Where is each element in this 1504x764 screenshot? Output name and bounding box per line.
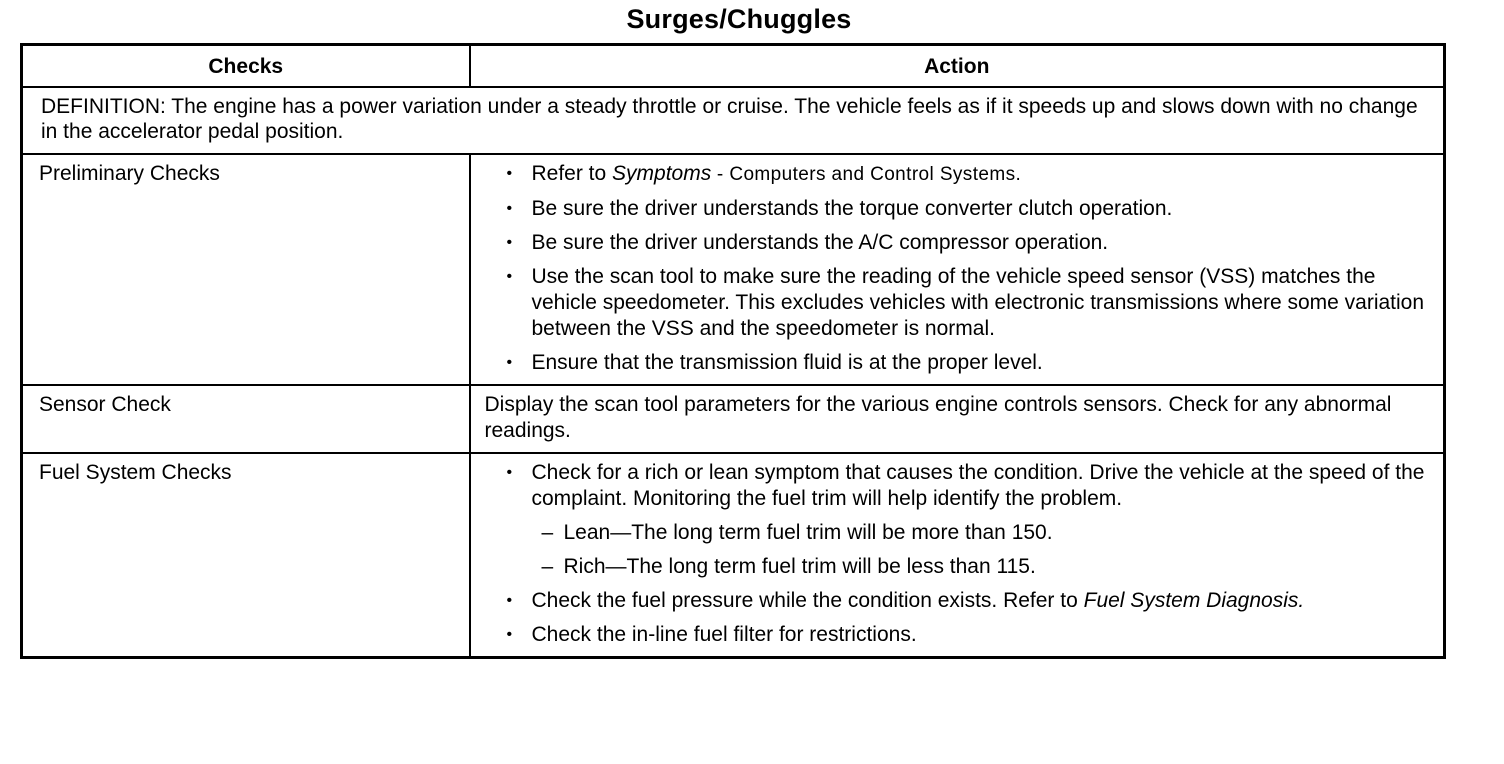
bullet-icon: •	[506, 464, 513, 481]
list-item-text: Ensure that the transmission fluid is at the proper level.	[531, 351, 1043, 374]
dash-icon: –	[541, 521, 554, 544]
bullet-icon: •	[506, 200, 513, 217]
list-item-text: Use the scan tool to make sure the reading of the vehicle speed sensor (VSS) matches the vehicle speedometer. This excludes vehicles with electronic transmissions where some variation between the VSS and the speedometer is normal.	[531, 265, 1425, 340]
list-item	[507, 230, 1432, 256]
bullet-icon: •	[506, 234, 513, 251]
list-item	[507, 264, 1432, 342]
table-row	[22, 385, 1445, 453]
action-text-sensor: Display the scan tool parameters for the various engine controls sensors. Check for any abnormal readings.	[470, 385, 1445, 453]
header-row	[22, 45, 1445, 88]
bullet-icon: •	[506, 592, 513, 609]
diagnostic-table	[20, 43, 1446, 659]
bullet-icon: •	[506, 354, 513, 371]
sub-list-item-text: Rich—The long term fuel trim will be less than 115.	[563, 555, 1036, 578]
list-item	[507, 588, 1432, 614]
sub-list-item	[542, 554, 1432, 580]
symptoms-reference: Symptoms	[612, 162, 712, 185]
check-label-sensor: Sensor Check	[22, 385, 470, 453]
sub-list	[532, 520, 1432, 580]
fuel-system-diagnosis-reference: Fuel System Diagnosis.	[1083, 589, 1305, 612]
definition-row	[22, 87, 1445, 154]
list-item	[507, 622, 1432, 648]
sub-list-item-text: Lean—The long term fuel trim will be more than 150.	[563, 521, 1053, 544]
bullet-icon: •	[506, 268, 513, 285]
list-item-text-suffix: - Computers and Control Systems.	[711, 164, 1022, 185]
list-item	[507, 350, 1432, 376]
list-item-text: Check the in-line fuel filter for restrictions.	[531, 623, 917, 646]
definition-text: DEFINITION: The engine has a power variation under a steady throttle or cruise. The vehicle feels as if it speeds up and slows down with no change in the accelerator pedal position.	[22, 87, 1445, 154]
list-item-text: Check for a rich or lean symptom that causes the condition. Drive the vehicle at the speed of the complaint. Monitoring the fuel trim will help identify the problem.	[531, 461, 1425, 510]
bullet-icon: •	[506, 626, 513, 643]
check-label-fuel-system: Fuel System Checks	[22, 453, 470, 658]
bullet-icon: •	[506, 165, 513, 182]
action-cell-fuel-system	[470, 453, 1445, 658]
bullet-list	[485, 161, 1432, 376]
header-checks: Checks	[22, 45, 470, 88]
check-label-preliminary: Preliminary Checks	[22, 154, 470, 385]
table-row	[22, 154, 1445, 385]
header-action: Action	[470, 45, 1445, 88]
dash-icon: –	[541, 555, 554, 578]
list-item	[507, 161, 1432, 188]
action-cell-preliminary	[470, 154, 1445, 385]
list-item-text: Check the fuel pressure while the condition exists. Refer to	[531, 589, 1084, 612]
bullet-list	[485, 460, 1432, 648]
table-row	[22, 453, 1445, 658]
sub-list-item	[542, 520, 1432, 546]
list-item	[507, 196, 1432, 222]
page-title: Surges/Chuggles	[626, 4, 852, 34]
list-item-text: Be sure the driver understands the A/C compressor operation.	[531, 231, 1109, 254]
list-item-text: Be sure the driver understands the torque converter clutch operation.	[531, 197, 1173, 220]
list-item-text: Refer to	[531, 162, 613, 185]
list-item	[507, 460, 1432, 580]
